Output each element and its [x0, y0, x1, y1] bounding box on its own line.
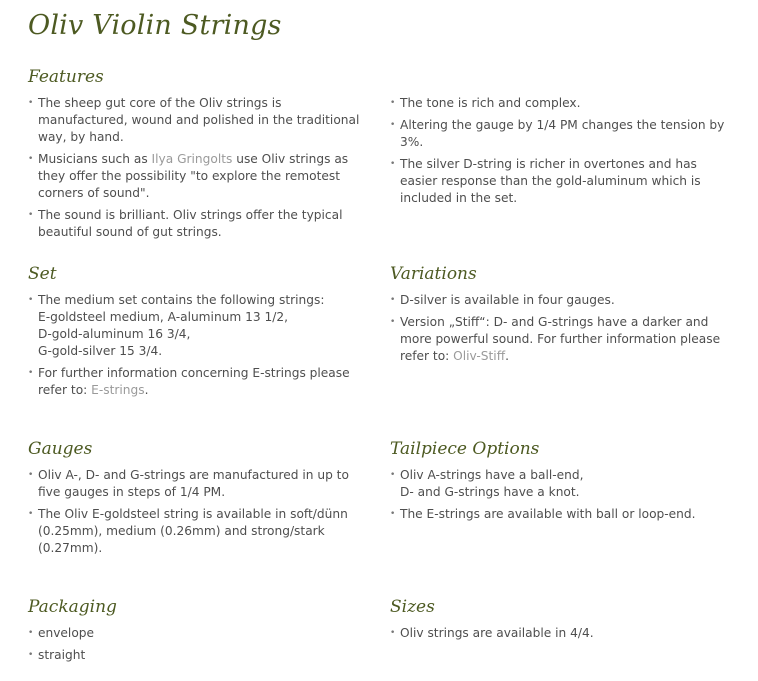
list-item: • Oliv A-, D- and G-strings are manufactured in up to five gauges in steps of 1/4 PM.	[28, 467, 368, 501]
packaging-section	[28, 596, 368, 669]
list-item: • The sound is brilliant. Oliv strings offer the typical beautiful sound of gut strings.	[28, 207, 368, 241]
packaging-heading: Packaging	[28, 597, 117, 617]
list-item: • envelope	[28, 625, 368, 642]
sizes-list	[390, 625, 735, 642]
e-strings-link[interactable]: E-strings	[91, 383, 145, 397]
ilya-gringolts-link[interactable]: Ilya Gringolts	[151, 152, 233, 166]
gauges-heading: Gauges	[28, 439, 93, 459]
list-item: • Altering the gauge by 1/4 PM changes the tension by 3%.	[390, 117, 735, 151]
tailpiece-section	[390, 438, 735, 528]
list-item: • The Oliv E-goldsteel string is available in soft/dünn (0.25mm), medium (0.26mm) and strong/stark (0.27mm).	[28, 506, 368, 557]
list-item: • Oliv A-strings have a ball-end, D- and G-strings have a knot.	[390, 467, 735, 501]
features-list-left	[28, 95, 368, 241]
gauges-section	[28, 438, 368, 562]
list-item: • The tone is rich and complex.	[390, 95, 735, 112]
variations-section	[390, 263, 735, 370]
list-item: • Musicians such as Ilya Gringolts use Oliv strings as they offer the possibility "to explore the remotest corners of sound".	[28, 151, 368, 202]
sizes-heading: Sizes	[390, 597, 435, 617]
features-section-right	[390, 66, 735, 212]
list-item: • Version „Stiff“: D- and G-strings have a darker and more powerful sound. For further information please refer to: Oliv-Stiff.	[390, 314, 735, 365]
features-list-right	[390, 95, 735, 207]
set-list	[28, 292, 368, 399]
list-item: • straight	[28, 647, 368, 664]
features-heading: Features	[28, 67, 104, 87]
variations-heading: Variations	[390, 264, 477, 284]
list-item: • D-silver is available in four gauges.	[390, 292, 735, 309]
oliv-stiff-link[interactable]: Oliv-Stiff	[453, 349, 506, 363]
sizes-section	[390, 596, 735, 647]
features-section	[28, 66, 368, 246]
list-item: • The E-strings are available with ball or loop-end.	[390, 506, 735, 523]
set-heading: Set	[28, 264, 57, 284]
set-section	[28, 263, 368, 404]
list-item: • The sheep gut core of the Oliv strings is manufactured, wound and polished in the traditional way, by hand.	[28, 95, 368, 146]
tailpiece-heading: Tailpiece Options	[390, 439, 540, 459]
gauges-list	[28, 467, 368, 557]
list-item: • The medium set contains the following strings: E-goldsteel medium, A-aluminum 13 1/2, D-gold-aluminum 16 3/4, G-gold-silver 15 3/4.	[28, 292, 368, 360]
list-item: • For further information concerning E-strings please refer to: E-strings.	[28, 365, 368, 399]
list-item: • Oliv strings are available in 4/4.	[390, 625, 735, 642]
list-item: • The silver D-string is richer in overtones and has easier response than the gold-aluminum which is included in the set.	[390, 156, 735, 207]
packaging-list	[28, 625, 368, 664]
tailpiece-list	[390, 467, 735, 523]
page-title: Oliv Violin Strings	[28, 10, 282, 41]
variations-list	[390, 292, 735, 365]
